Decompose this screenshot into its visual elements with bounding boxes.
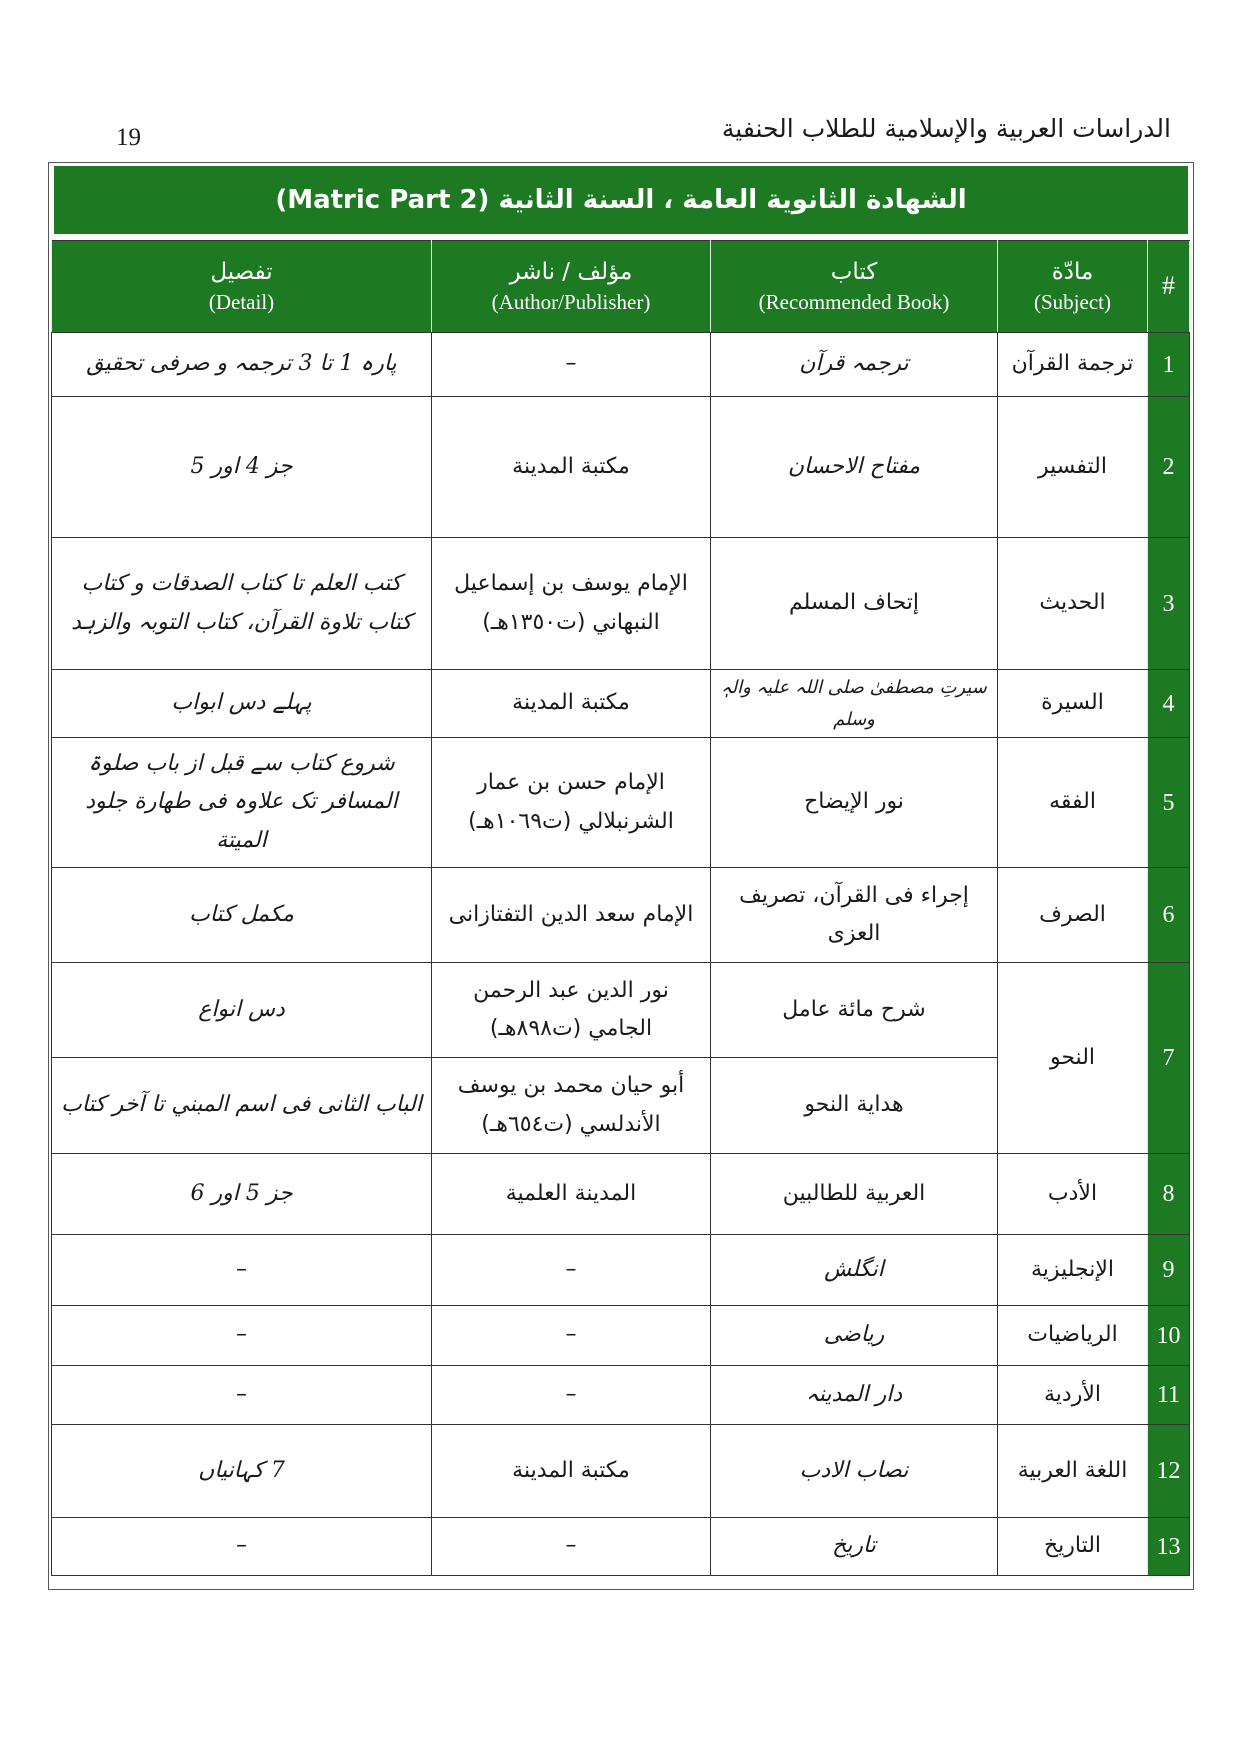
author-cell: أبو حيان محمد بن يوسف الأندلسي (ت٦٥٤هـ)	[432, 1058, 711, 1154]
header-book-ar: كتاب	[830, 258, 878, 285]
subject-cell: التفسير	[998, 397, 1148, 538]
table-row	[52, 1366, 1190, 1425]
row-number: 7	[1148, 963, 1190, 1154]
book-cell: ریاضی	[711, 1306, 998, 1366]
subject-cell: الأدب	[998, 1154, 1148, 1235]
detail-cell: شروع کتاب سے قبل از باب صلوۃ المسافر تک علاوہ فی طهارة جلود الميتة	[52, 738, 432, 868]
row-number: 6	[1148, 868, 1190, 963]
book-cell: سیرتِ مصطفیٰ صلی اللہ علیہ والہٖ وسلم	[711, 670, 998, 738]
row-number: 9	[1148, 1235, 1190, 1306]
book-cell: ترجمہ قرآن	[711, 333, 998, 397]
header-subject	[998, 241, 1148, 333]
author-cell: –	[432, 1306, 711, 1366]
row-number: 4	[1148, 670, 1190, 738]
book-cell: العربية للطالبين	[711, 1154, 998, 1235]
book-cell: إجراء فی القرآن، تصريف العزى	[711, 868, 998, 963]
detail-cell: کتب العلم تا کتاب الصدقات و کتاب کتاب تلاوة القرآن، کتاب التوبہ والزہد	[52, 538, 432, 670]
author-cell: –	[432, 333, 711, 397]
table-row	[52, 333, 1190, 397]
author-cell: الإمام يوسف بن إسماعيل النبهاني (ت١٣٥٠هـ)	[432, 538, 711, 670]
subject-cell: الفقه	[998, 738, 1148, 868]
detail-cell: جز 4 اور 5	[52, 397, 432, 538]
row-number: 12	[1148, 1425, 1190, 1518]
row-number: 13	[1148, 1518, 1190, 1576]
header-book	[711, 241, 998, 333]
book-cell: شرح مائة عامل	[711, 963, 998, 1058]
running-head: الدراسات العربية والإسلامية للطلاب الحنفية	[721, 114, 1171, 143]
table-row	[52, 670, 1190, 738]
detail-cell: –	[52, 1366, 432, 1425]
subject-cell: السيرة	[998, 670, 1148, 738]
table-row	[52, 397, 1190, 538]
book-cell: تاریخ	[711, 1518, 998, 1576]
detail-cell: جز 5 اور 6	[52, 1154, 432, 1235]
header-num: #	[1148, 241, 1190, 333]
page-number: 19	[116, 124, 141, 151]
header-detail	[52, 241, 432, 333]
subject-cell: ترجمة القرآن	[998, 333, 1148, 397]
book-cell: هداية النحو	[711, 1058, 998, 1154]
detail-cell: مکمل کتاب	[52, 868, 432, 963]
row-number: 8	[1148, 1154, 1190, 1235]
header-author-ar: مؤلف / ناشر	[509, 258, 633, 285]
detail-cell: دس انواع	[52, 963, 432, 1058]
subject-cell: اللغة العربية	[998, 1425, 1148, 1518]
book-cell: مفتاح الاحسان	[711, 397, 998, 538]
row-number: 1	[1148, 333, 1190, 397]
book-cell: نصاب الادب	[711, 1425, 998, 1518]
subject-cell: الصرف	[998, 868, 1148, 963]
header-subject-en: (Subject)	[1034, 289, 1111, 314]
curriculum-table	[51, 240, 1190, 1576]
header-book-en: (Recommended Book)	[758, 289, 950, 314]
author-cell: –	[432, 1235, 711, 1306]
book-cell: دار المدینہ	[711, 1366, 998, 1425]
detail-cell: –	[52, 1518, 432, 1576]
author-cell: نور الدين عبد الرحمن الجامي (ت٨٩٨هـ)	[432, 963, 711, 1058]
author-cell: مكتبة المدينة	[432, 397, 711, 538]
subject-cell: الرياضيات	[998, 1306, 1148, 1366]
book-cell: انگلش	[711, 1235, 998, 1306]
book-cell: نور الإيضاح	[711, 738, 998, 868]
header-subject-ar: مادّة	[1051, 258, 1094, 285]
table-row	[52, 1306, 1190, 1366]
subject-cell: التاريخ	[998, 1518, 1148, 1576]
row-number: 11	[1148, 1366, 1190, 1425]
header-detail-en: (Detail)	[208, 289, 275, 314]
header-row	[52, 241, 1190, 333]
subject-cell: الحديث	[998, 538, 1148, 670]
author-cell: مكتبة المدينة	[432, 670, 711, 738]
author-cell: الإمام حسن بن عمار الشرنبلالي (ت١٠٦٩هـ)	[432, 738, 711, 868]
detail-cell: پارہ 1 تا 3 ترجمہ و صرفی تحقیق	[52, 333, 432, 397]
detail-cell: –	[52, 1306, 432, 1366]
table-row	[52, 1425, 1190, 1518]
subject-cell: النحو	[998, 963, 1148, 1154]
table-row	[52, 738, 1190, 868]
header-author-en: (Author/Publisher)	[491, 289, 651, 314]
author-cell: الإمام سعد الدين التفتازانی	[432, 868, 711, 963]
table-title: الشهادة الثانوية العامة ، السنة الثانية (Matric Part 2)	[54, 166, 1188, 234]
row-number: 10	[1148, 1306, 1190, 1366]
header-author	[432, 241, 711, 333]
detail-cell: –	[52, 1235, 432, 1306]
row-number: 3	[1148, 538, 1190, 670]
author-cell: –	[432, 1518, 711, 1576]
author-cell: –	[432, 1366, 711, 1425]
header-detail-ar: تفصيل	[210, 258, 273, 285]
table-row	[52, 1518, 1190, 1576]
row-number: 2	[1148, 397, 1190, 538]
subject-cell: الأردية	[998, 1366, 1148, 1425]
table-row	[52, 1235, 1190, 1306]
author-cell: المدينة العلمية	[432, 1154, 711, 1235]
detail-cell: پہلے دس ابواب	[52, 670, 432, 738]
author-cell: مكتبة المدينة	[432, 1425, 711, 1518]
detail-cell: الباب الثانی فی اسم المبني تا آخر کتاب	[52, 1058, 432, 1154]
table-row	[52, 538, 1190, 670]
subject-cell: الإنجليزية	[998, 1235, 1148, 1306]
table-row	[52, 868, 1190, 963]
detail-cell: 7 کہانیاں	[52, 1425, 432, 1518]
table-row	[52, 1154, 1190, 1235]
row-number: 5	[1148, 738, 1190, 868]
table-row	[52, 963, 1190, 1058]
book-cell: إتحاف المسلم	[711, 538, 998, 670]
